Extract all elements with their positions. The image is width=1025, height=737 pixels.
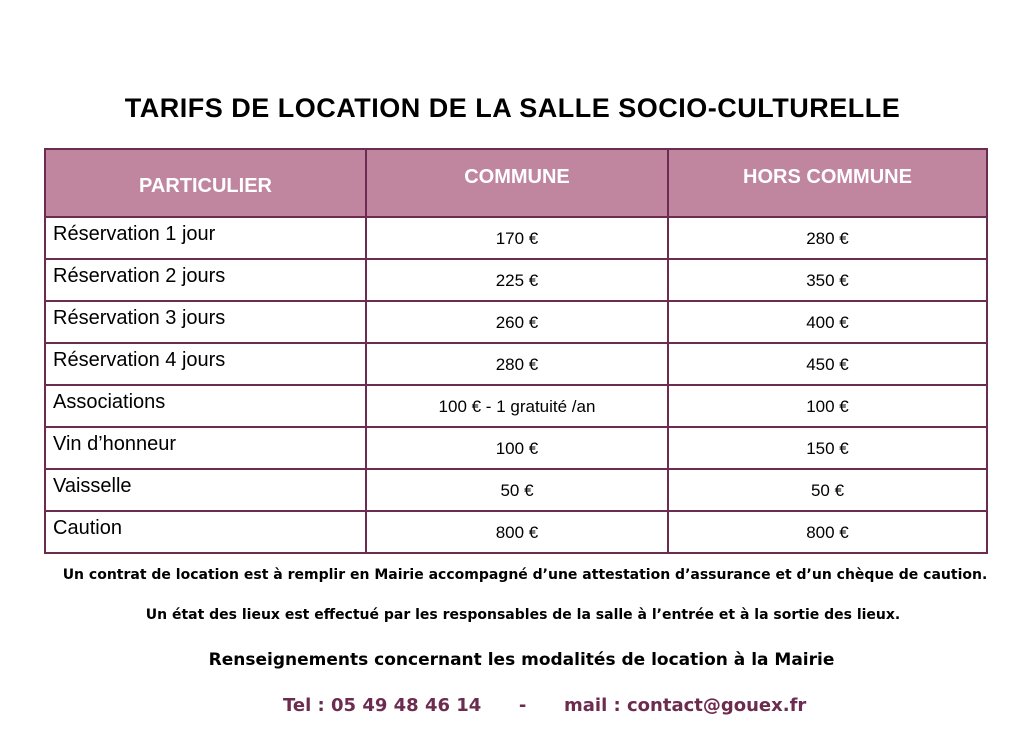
price-hors-commune: 800 €: [668, 511, 987, 553]
price-hors-commune: 50 €: [668, 469, 987, 511]
contract-note: Un contrat de location est à remplir en Mairie accompagné d’une attestation d’assurance et d’un chèque de caution.: [62, 567, 988, 583]
table-row: [45, 469, 987, 511]
row-label: Réservation 3 jours: [45, 301, 366, 343]
price-commune: 280 €: [366, 343, 668, 385]
table-row: [45, 301, 987, 343]
table-row: [45, 343, 987, 385]
price-commune: 800 €: [366, 511, 668, 553]
table-row: [45, 511, 987, 553]
page-title: TARIFS DE LOCATION DE LA SALLE SOCIO-CULTURELLE: [124, 93, 901, 123]
price-hors-commune: 100 €: [668, 385, 987, 427]
price-hors-commune: 280 €: [668, 217, 987, 259]
price-commune: 100 € - 1 gratuité /an: [366, 385, 668, 427]
row-label: Vin d’honneur: [45, 427, 366, 469]
column-header-hors-commune: HORS COMMUNE: [668, 149, 987, 217]
price-commune: 260 €: [366, 301, 668, 343]
table-row: [45, 385, 987, 427]
row-label: Réservation 1 jour: [45, 217, 366, 259]
row-label: Associations: [45, 385, 366, 427]
contact-line: [283, 695, 806, 716]
row-label: Vaisselle: [45, 469, 366, 511]
row-label: Réservation 4 jours: [45, 343, 366, 385]
price-hors-commune: 450 €: [668, 343, 987, 385]
price-commune: 225 €: [366, 259, 668, 301]
table-header-row: [45, 149, 987, 217]
price-hors-commune: 400 €: [668, 301, 987, 343]
table-row: [45, 427, 987, 469]
price-commune: 50 €: [366, 469, 668, 511]
contact-separator: -: [518, 695, 527, 716]
contact-phone: Tel : 05 49 48 46 14: [283, 695, 482, 716]
table-row: [45, 217, 987, 259]
row-label: Caution: [45, 511, 366, 553]
price-commune: 170 €: [366, 217, 668, 259]
row-label: Réservation 2 jours: [45, 259, 366, 301]
inventory-note: Un état des lieux est effectué par les responsables de la salle à l’entrée et à la sortie des lieux.: [145, 607, 901, 623]
column-header-commune: COMMUNE: [366, 149, 668, 217]
price-hors-commune: 350 €: [668, 259, 987, 301]
tariffs-table: [44, 148, 988, 554]
price-hors-commune: 150 €: [668, 427, 987, 469]
contact-email: mail : contact@gouex.fr: [564, 695, 807, 716]
column-header-particulier: PARTICULIER: [45, 149, 366, 217]
info-line: Renseignements concernant les modalités de location à la Mairie: [208, 650, 835, 670]
price-commune: 100 €: [366, 427, 668, 469]
table-row: [45, 259, 987, 301]
